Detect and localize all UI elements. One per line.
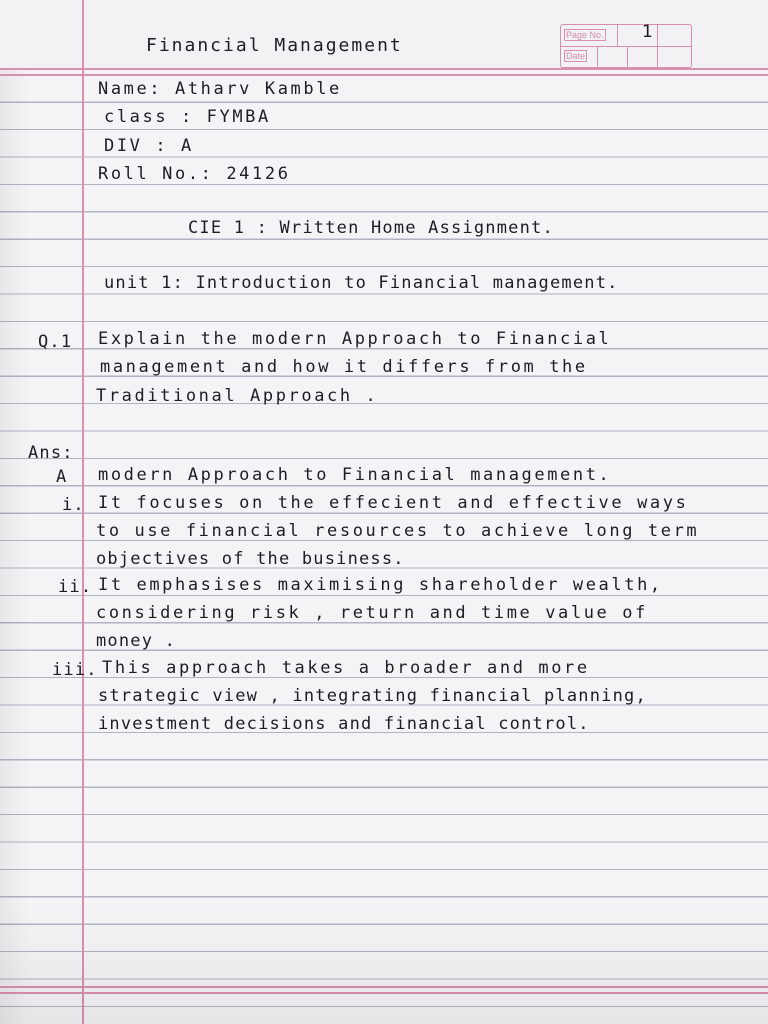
header-rule-double — [0, 74, 768, 76]
page-number-label: Page No. — [566, 30, 604, 40]
student-roll-number: Roll No.: 24126 — [98, 164, 291, 184]
question-line: management and how it differs from the — [100, 357, 588, 377]
header-rule — [0, 68, 768, 70]
answer-line: considering risk , return and time value of — [96, 603, 648, 623]
answer-line: It focuses on the effecient and effective ways — [98, 493, 689, 513]
answer-line: objectives of the business. — [96, 549, 405, 569]
answer-line: This approach takes a broader and more — [102, 658, 590, 678]
date-cell-divider — [657, 46, 658, 67]
answer-line: money . — [96, 631, 177, 651]
footer-rule-double — [0, 992, 768, 994]
answer-section-heading: modern Approach to Financial management. — [98, 465, 612, 485]
answer-line: investment decisions and financial control. — [98, 714, 590, 734]
date-cell-divider — [597, 46, 598, 67]
student-class: class : FYMBA — [104, 107, 271, 127]
answer-line: to use financial resources to achieve long term — [96, 521, 700, 541]
point-marker: i. — [62, 495, 85, 515]
date-cell-divider — [627, 46, 628, 67]
page-number-cell-divider — [657, 25, 658, 46]
page-number-row — [561, 25, 691, 47]
assignment-heading: CIE 1 : Written Home Assignment. — [188, 218, 554, 238]
page-number-cell-divider — [617, 25, 618, 46]
footer-rule — [0, 986, 768, 988]
question-line: Traditional Approach . — [96, 386, 379, 406]
page-number-value: 1 — [642, 22, 653, 42]
page-number-box — [560, 24, 692, 68]
answer-line: strategic view , integrating financial planning, — [98, 686, 647, 706]
student-division: DIV : A — [104, 136, 194, 156]
question-line: Explain the modern Approach to Financial — [98, 329, 612, 349]
answer-section-marker: A — [56, 467, 68, 487]
date-row — [561, 46, 691, 67]
page-title: Financial Management — [146, 35, 403, 56]
date-label: Date — [566, 51, 586, 61]
question-number: Q.1 — [38, 332, 73, 352]
answer-line: It emphasises maximising shareholder wealth, — [98, 575, 663, 595]
answer-label: Ans: — [28, 443, 74, 463]
unit-heading: unit 1: Introduction to Financial management. — [104, 273, 619, 293]
point-marker: ii. — [58, 577, 93, 597]
student-name: Name: Atharv Kamble — [98, 79, 342, 99]
point-marker: iii. — [52, 660, 98, 680]
